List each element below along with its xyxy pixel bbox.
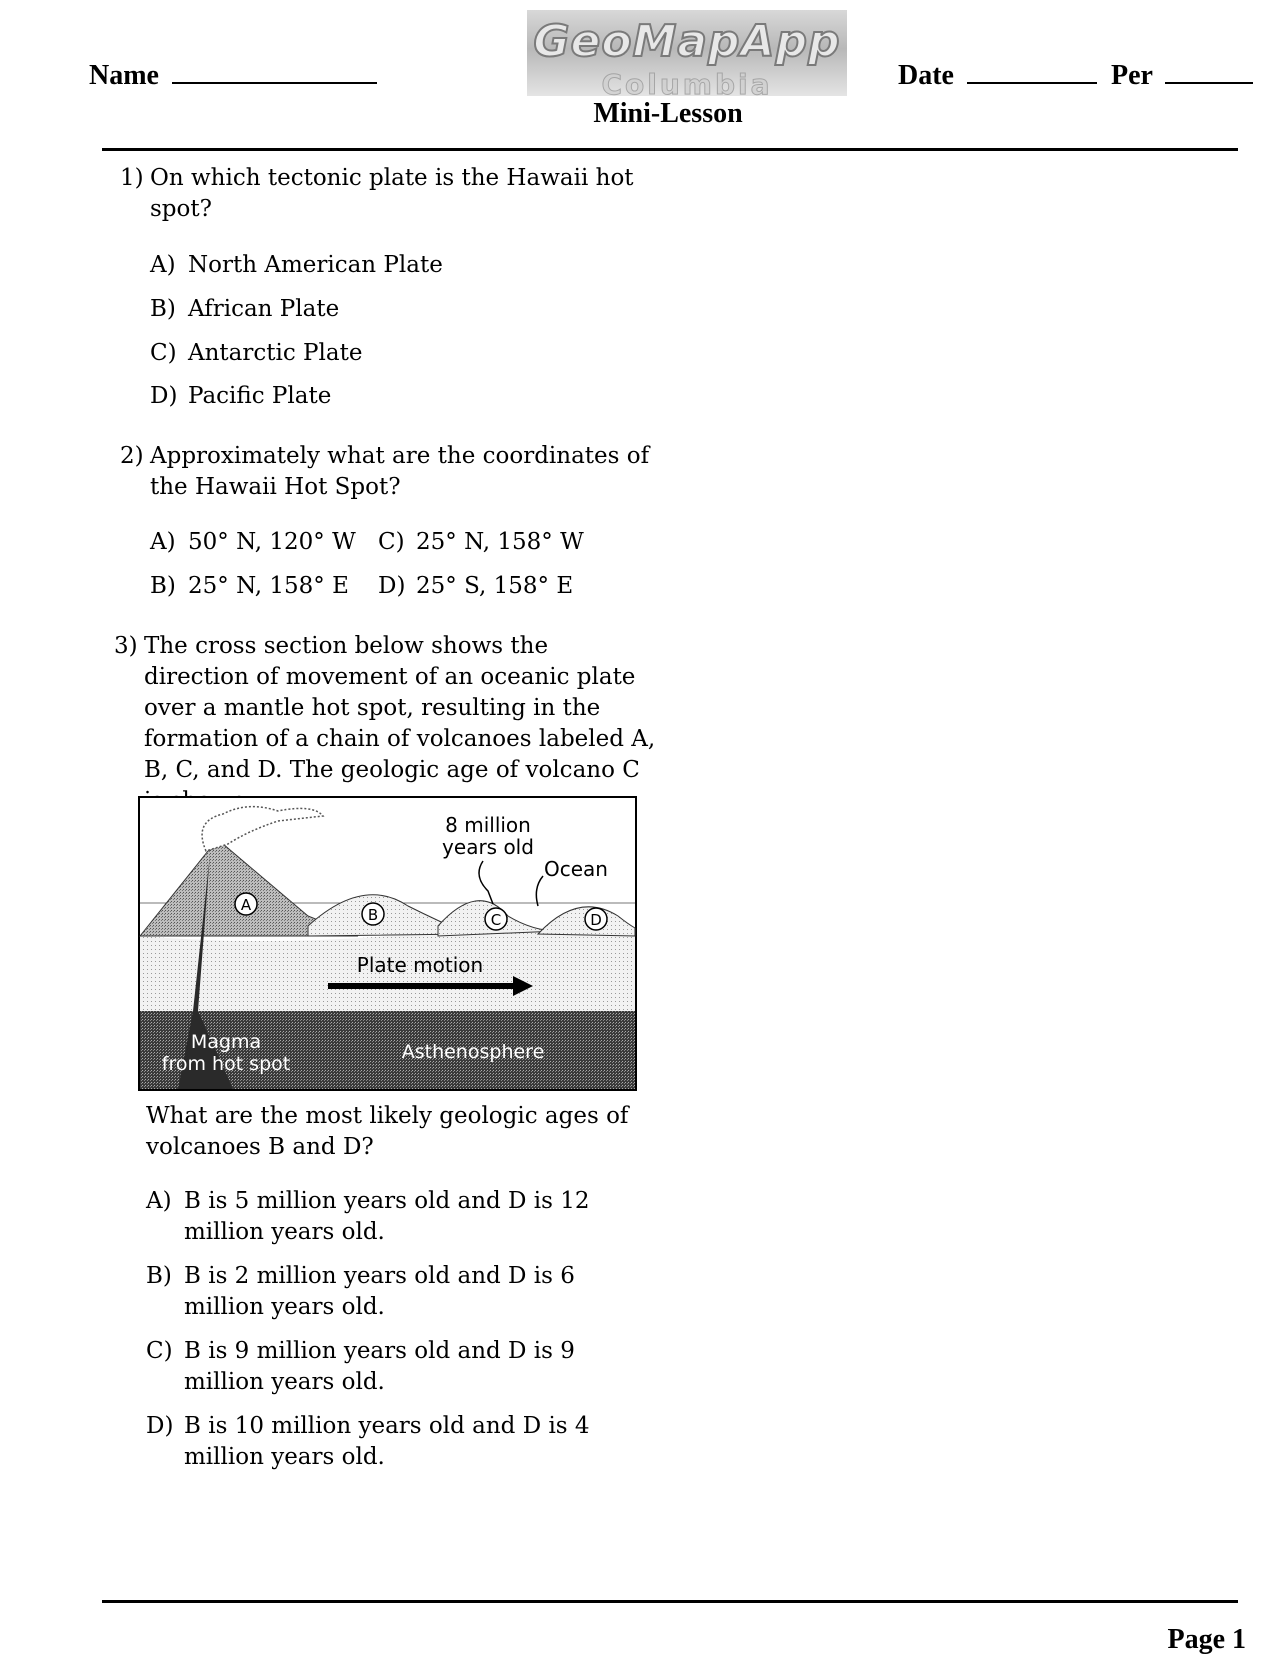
q1-option-b[interactable] (150, 294, 339, 325)
q3-option-b[interactable] (146, 1261, 606, 1323)
asthenosphere-label: Asthenosphere (401, 1041, 545, 1063)
option-text: 25° N, 158° E (188, 573, 349, 599)
date-blank[interactable] (967, 58, 1097, 84)
q3-option-a[interactable] (146, 1186, 616, 1248)
option-letter: B) (150, 573, 176, 599)
per-label: Per (1111, 60, 1153, 91)
q2-option-b[interactable] (150, 571, 349, 602)
option-text: B is 2 million years old and D is 6 million years old. (184, 1263, 575, 1320)
per-blank[interactable] (1165, 58, 1253, 84)
per-field[interactable] (1111, 58, 1253, 92)
option-text: North American Plate (188, 252, 443, 278)
plate-motion-label: Plate motion (356, 953, 484, 977)
volcano-c-label: C (490, 911, 502, 929)
option-text: B is 10 million years old and D is 4 million years old. (184, 1413, 590, 1470)
question-1 (120, 163, 660, 225)
question-text: The cross section below shows the direction of movement of an oceanic plate over a mantle hot spot, resulting in the formation of a chain of volcanoes labeled A, B, C, and D. The geologic age of volcano C (144, 633, 656, 783)
option-text: 25° S, 158° E (416, 573, 574, 599)
question-text: Approximately what are the coordinates of the Hawaii Hot Spot? (150, 443, 650, 500)
page-number: Page 1 (1167, 1624, 1246, 1655)
option-letter: A) (150, 529, 176, 555)
date-field[interactable] (898, 58, 1097, 92)
volcano-a-label: A (240, 896, 252, 914)
name-blank[interactable] (172, 58, 377, 84)
question-number: 3) (114, 633, 138, 659)
volcano-d-label: D (590, 911, 602, 929)
ocean-label: Ocean (544, 857, 608, 881)
option-letter: D) (146, 1413, 174, 1439)
option-letter: D) (150, 383, 178, 409)
date-label: Date (898, 60, 954, 91)
option-letter: C) (150, 340, 177, 366)
option-text: B is 9 million years old and D is 9 million years old. (184, 1338, 575, 1395)
q2-option-d[interactable] (378, 571, 573, 602)
logo-title: GeoMapApp (533, 16, 841, 67)
option-letter: B) (150, 296, 176, 322)
volcano-b-label: B (367, 906, 379, 924)
question-3-followup: What are the most likely geologic ages of volcanoes B and D? (146, 1103, 629, 1160)
q1-option-a[interactable] (150, 250, 443, 281)
name-label: Name (89, 60, 159, 91)
option-text: B is 5 million years old and D is 12 million years old. (184, 1188, 590, 1245)
option-letter: A) (146, 1188, 172, 1214)
option-letter: D) (378, 573, 406, 599)
q2-option-c[interactable] (378, 527, 584, 558)
hot-spot-cross-section (138, 796, 637, 1091)
option-letter: C) (146, 1338, 173, 1364)
question-3 (114, 631, 659, 817)
page-title: Mini-Lesson (593, 98, 743, 129)
magma-label-line2: from hot spot (161, 1053, 291, 1075)
option-letter: C) (378, 529, 405, 555)
option-text: African Plate (188, 296, 340, 322)
option-letter: B) (146, 1263, 172, 1289)
option-text: 25° N, 158° W (416, 529, 584, 555)
q1-option-d[interactable] (150, 381, 331, 412)
q3-option-c[interactable] (146, 1336, 606, 1398)
option-text: Pacific Plate (188, 383, 332, 409)
option-text: 50° N, 120° W (188, 529, 356, 555)
name-field[interactable] (89, 58, 377, 92)
question-number: 2) (120, 443, 144, 469)
magma-label-line1: Magma (190, 1031, 262, 1053)
age-label-line1: 8 million (445, 813, 531, 837)
logo-subtitle: Columbia (601, 68, 773, 96)
question-2 (120, 441, 660, 503)
geomapapp-logo (527, 10, 847, 96)
question-text: On which tectonic plate is the Hawaii hot spot? (150, 165, 634, 222)
header-rule (102, 148, 1238, 151)
option-text: Antarctic Plate (188, 340, 363, 366)
option-letter: A) (150, 252, 176, 278)
q1-option-c[interactable] (150, 338, 362, 369)
q3-option-d[interactable] (146, 1411, 616, 1473)
question-number: 1) (120, 165, 144, 191)
q2-option-a[interactable] (150, 527, 356, 558)
footer-rule (102, 1600, 1238, 1603)
age-label-line2: years old (442, 835, 534, 859)
